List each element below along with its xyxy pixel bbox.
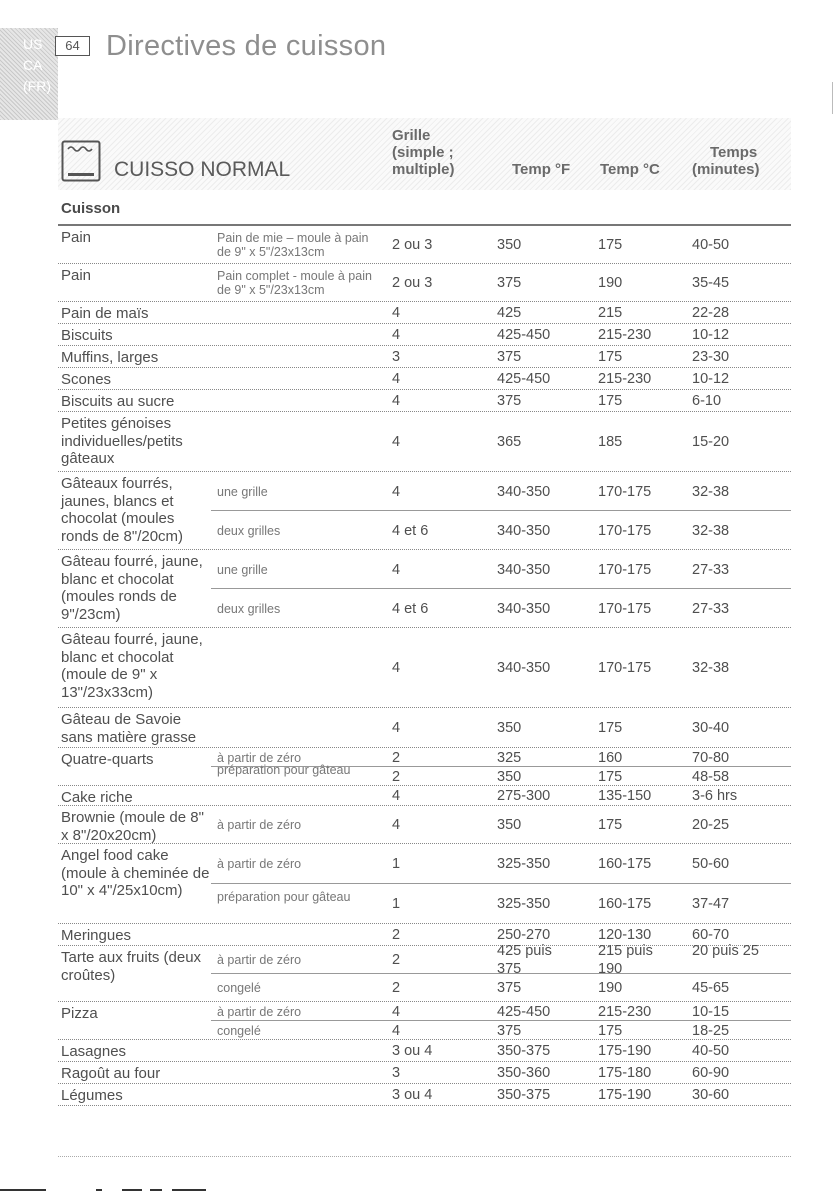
rack-position: 4 [392,371,401,387]
temp-celsius: 175 [598,768,623,785]
temp-celsius: 170-175 [598,522,652,539]
section-label: Cuisson [61,200,121,217]
temp-fahrenheit: 350 [497,817,522,833]
language-tab [0,28,58,120]
oven-bake-icon [61,140,101,182]
cooking-note: à partir de zéro [217,750,302,765]
cook-time: 23-30 [692,349,730,365]
cook-time: 27-33 [692,600,730,617]
page-number: 64 [55,36,90,56]
rack-position: 3 ou 4 [392,1087,433,1103]
cook-time: 32-38 [692,660,730,676]
food-name: Scones [61,371,112,388]
food-name: Tarte aux fruits (deux croûtes) [61,949,202,984]
table-row [0,806,839,844]
cooking-note: à partir de zéro [217,1004,302,1019]
rack-position: 2 [392,768,401,785]
cook-time: 30-60 [692,1087,730,1103]
rack-position: 4 [392,483,401,500]
temp-fahrenheit: 425 [497,305,522,321]
rack-position: 4 [392,1022,401,1039]
food-name: Pizza [61,1005,98,1022]
table-row [0,1040,839,1062]
rack-position: 4 [392,1003,401,1020]
temp-fahrenheit: 350 [497,237,522,253]
cooking-note: préparation pour gâteau [217,762,351,777]
temp-fahrenheit: 375 [497,275,522,291]
temp-fahrenheit: 325 [497,749,522,766]
cook-time: 48-58 [692,768,730,785]
header-temp-f: Temp °F [512,161,571,178]
rack-position: 3 [392,349,401,365]
cooking-note: préparation pour gâteau [217,890,351,904]
cook-time: 10-15 [692,1003,730,1020]
food-name: Muffins, larges [61,349,159,366]
table-row [0,628,839,708]
temp-celsius: 175 [598,817,623,833]
table-row [0,550,839,628]
food-name: Pain [61,229,92,246]
temp-fahrenheit: 375 [497,980,522,996]
temp-fahrenheit: 340-350 [497,660,551,676]
table-row [0,943,839,1002]
header-rack-line2: (simple ; [392,144,454,161]
temp-fahrenheit: 350 [497,768,522,785]
cook-time: 40-50 [692,1043,730,1059]
food-name: Brownie (moule de 8" x 8"/20x20cm) [61,809,204,844]
food-name: Ragoût au four [61,1065,161,1082]
cooking-note: une grille [217,562,268,577]
temp-fahrenheit: 325-350 [497,896,551,912]
rack-position: 4 et 6 [392,600,429,617]
cook-time: 30-40 [692,720,730,736]
lang-us: US [23,36,43,52]
footer-rule [58,1156,791,1157]
table-row [0,786,839,806]
header-rack-line1: Grille [392,127,431,144]
food-name: Légumes [61,1087,123,1104]
rack-position: 4 [392,817,401,833]
table-row [0,1062,839,1084]
cooking-note: deux grilles [217,523,281,538]
cook-time: 6-10 [692,393,722,409]
temp-fahrenheit: 425-450 [497,371,551,387]
rack-position: 1 [392,856,401,872]
table-row [0,390,839,412]
table-row [0,346,839,368]
lang-ca: CA [23,57,43,73]
rack-position: 3 ou 4 [392,1043,433,1059]
temp-celsius: 135-150 [598,788,652,804]
rack-position: 2 ou 3 [392,275,433,291]
temp-celsius: 175 [598,720,623,736]
temp-celsius: 190 [598,980,623,996]
cook-time: 27-33 [692,561,730,578]
rack-position: 1 [392,896,401,912]
cook-time: 35-45 [692,275,730,291]
rack-position: 4 [392,393,401,409]
food-name: Biscuits au sucre [61,393,175,410]
table-row [0,1084,839,1106]
cook-time: 32-38 [692,483,730,500]
table-row [0,368,839,390]
cook-time: 45-65 [692,980,730,996]
temp-fahrenheit: 340-350 [497,483,551,500]
cook-time: 3-6 hrs [692,788,738,804]
temp-celsius: 175-190 [598,1087,652,1103]
rack-position: 2 [392,980,401,996]
temp-fahrenheit: 425-450 [497,1003,551,1020]
rack-position: 2 [392,749,401,766]
food-name: Gâteaux fourrés, jaunes, blancs et chocolat (moules ronds de 8"/20cm) [61,475,184,545]
lang-fr: (FR) [23,78,51,94]
food-name: Gâteau de Savoie sans matière grasse [61,711,197,746]
cook-time: 10-12 [692,327,730,343]
table-row [0,302,839,324]
temp-fahrenheit: 350-360 [497,1065,551,1081]
food-name: Gâteau fourré, jaune, blanc et chocolat (moule de 9" x 13"/23x33cm) [61,631,203,701]
cook-time: 10-12 [692,371,730,387]
header-rack-line3: multiple) [392,161,455,178]
food-name: Cake riche [61,789,133,806]
food-name: Gâteau fourré, jaune, blanc et chocolat (moules ronds de 9"/23cm) [61,553,203,623]
cook-time: 20 puis 25 [692,943,759,959]
cooking-note: congelé [217,1023,261,1038]
temp-celsius: 170-175 [598,600,652,617]
table-row [0,1002,839,1040]
table-row [0,708,839,748]
temp-fahrenheit: 275-300 [497,788,551,804]
page-title: Directives de cuisson [106,30,387,62]
rack-position: 4 [392,788,401,804]
temp-celsius: 215 [598,305,623,321]
header-rack [392,127,455,178]
cooking-note: une grille [217,484,268,499]
temp-celsius: 175 [598,349,623,365]
cook-time: 70-80 [692,749,730,766]
temp-celsius: 170-175 [598,561,652,578]
temp-celsius: 175-190 [598,1043,652,1059]
header-time-line1: Temps [710,144,758,161]
sub-row-rule [211,510,791,511]
temp-fahrenheit: 325-350 [497,856,551,872]
temp-celsius: 190 [598,275,623,291]
cook-time: 15-20 [692,434,730,450]
table-row [0,412,839,472]
cooking-note: à partir de zéro [217,857,302,871]
temp-celsius: 160-175 [598,856,652,872]
table-row [0,748,839,786]
header-time-line2: (minutes) [692,161,760,178]
rack-position: 4 [392,561,401,578]
temp-fahrenheit: 340-350 [497,522,551,539]
temp-fahrenheit: 375 [497,393,522,409]
rack-position: 3 [392,1065,401,1081]
temp-fahrenheit: 350 [497,720,522,736]
temp-celsius: 175-180 [598,1065,652,1081]
food-name: Meringues [61,927,132,944]
rack-position: 2 ou 3 [392,237,433,253]
cooking-note: deux grilles [217,601,281,616]
rack-position: 2 [392,952,401,968]
temp-celsius: 215-230 [598,327,652,343]
page-edge-mark [832,82,839,114]
cook-time: 60-90 [692,1065,730,1081]
rack-position: 2 [392,927,401,943]
temp-celsius: 160-175 [598,896,652,912]
temp-celsius: 215-230 [598,371,652,387]
temp-celsius: 215 puis 190 [598,943,653,977]
temp-fahrenheit: 340-350 [497,600,551,617]
cooking-table [0,226,839,1106]
cooking-note: congelé [217,981,261,995]
header-time [692,144,760,178]
table-row [0,844,839,924]
temp-fahrenheit: 250-270 [497,927,551,943]
header-temp-c: Temp °C [600,161,660,178]
temp-celsius: 175 [598,393,623,409]
cooking-note: à partir de zéro [217,818,302,832]
temp-fahrenheit: 425 puis 375 [497,943,552,977]
rack-position: 4 [392,327,401,343]
table-row [0,472,839,550]
temp-fahrenheit: 350-375 [497,1043,551,1059]
food-name: Petites génoises individuelles/petits gâteaux [61,415,183,467]
food-name: Lasagnes [61,1043,127,1060]
cook-time: 22-28 [692,305,730,321]
temp-celsius: 170-175 [598,660,652,676]
cook-time: 37-47 [692,896,730,912]
temp-fahrenheit: 425-450 [497,327,551,343]
temp-fahrenheit: 340-350 [497,561,551,578]
temp-celsius: 175 [598,1022,623,1039]
cooking-mode-label: CUISSO NORMAL [114,158,291,181]
rack-position: 4 [392,434,401,450]
temp-celsius: 185 [598,434,623,450]
rack-position: 4 [392,720,401,736]
food-name: Pain de maïs [61,305,149,322]
cook-time: 18-25 [692,1022,730,1039]
cooking-note: à partir de zéro [217,953,302,967]
cook-time: 60-70 [692,927,730,943]
cooking-note: Pain de mie – moule à pain de 9" x 5"/23x13cm [217,231,369,259]
temp-celsius: 175 [598,237,623,253]
sub-row-rule [211,588,791,589]
rack-position: 4 et 6 [392,522,429,539]
cooking-note: Pain complet - moule à pain de 9" x 5"/23x13cm [217,269,372,297]
table-row [0,226,839,264]
rack-position: 4 [392,305,401,321]
table-row [0,324,839,346]
food-name: Pain [61,267,92,284]
temp-fahrenheit: 375 [497,349,522,365]
footer-marks [0,1187,839,1191]
cook-time: 50-60 [692,856,730,872]
temp-fahrenheit: 365 [497,434,522,450]
temp-celsius: 160 [598,749,623,766]
temp-celsius: 120-130 [598,927,652,943]
food-name: Angel food cake (moule à cheminée de 10" x 4"/25x10cm) [61,847,210,899]
sub-row-rule [211,973,791,974]
temp-fahrenheit: 375 [497,1022,522,1039]
temp-celsius: 215-230 [598,1003,652,1020]
sub-row-rule [211,883,791,884]
food-name: Quatre-quarts [61,751,154,768]
cook-time: 20-25 [692,817,730,833]
cook-time: 32-38 [692,522,730,539]
cook-time: 40-50 [692,237,730,253]
temp-celsius: 170-175 [598,483,652,500]
table-row [0,264,839,302]
temp-fahrenheit: 350-375 [497,1087,551,1103]
food-name: Biscuits [61,327,113,344]
rack-position: 4 [392,660,401,676]
